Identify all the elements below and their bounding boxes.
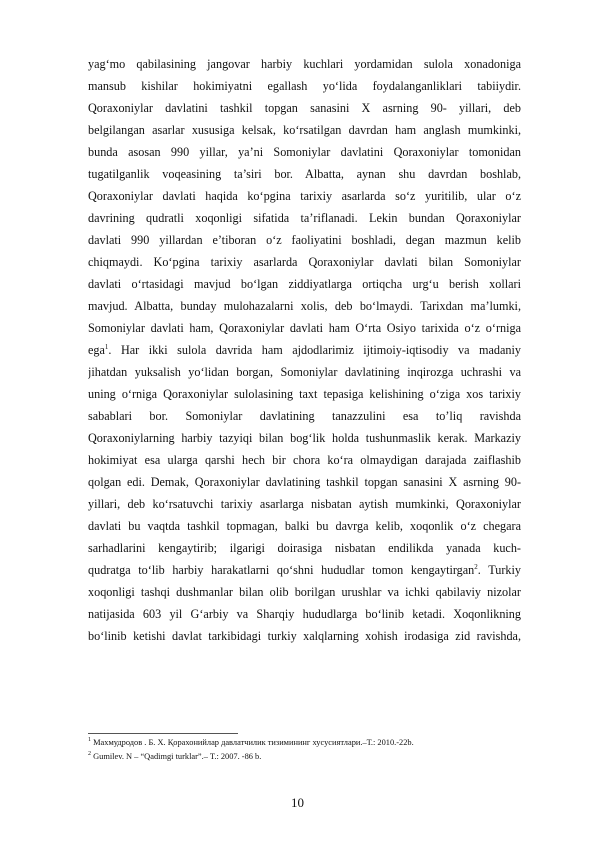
text-segment: . Turkiy xyxy=(477,563,521,577)
text-line: tugatilganlik voqeasining ta’siri bor. Albatta, aynan shu davrdan boshlab, xyxy=(88,167,521,181)
main-paragraph xyxy=(88,53,521,647)
text-line: Somoniylar davlati ham, Qoraxoniylar davlati ham O‘rta Osiyo tarixida o‘z o‘rniga xyxy=(88,321,521,335)
footnote-text: Махмудродов . Б. Х. Қорахонийлар давлатчилик тизимининг хусусиятлари.–Т.: 2010.-22b. xyxy=(91,738,414,747)
text-line: sarhadlarini kengaytirib; ilgarigi doirasiga nisbatan endilikda yanada kuch- xyxy=(88,541,521,555)
footnote-text: Gumilev. N – “Qadimgi turklar”.– T.: 2007. -86 b. xyxy=(91,752,262,761)
footnote-2 xyxy=(88,750,521,764)
text-line: chiqmaydi. Ko‘pgina tarixiy asarlarda Qoraxoniylar davlati bilan Somoniylar xyxy=(88,255,521,269)
text-line-with-footnote-1 xyxy=(88,339,521,361)
text-segment: ega xyxy=(88,343,105,357)
text-line: mavjud. Albatta, bunday mulohazalarni xolis, deb bo‘lmaydi. Tarixdan ma’lumki, xyxy=(88,299,521,313)
text-line: mansub kishilar hokimiyatni egallash yo‘lida foydalanganliklari tabiiydir. xyxy=(88,79,521,93)
text-line: natijasida 603 yil G‘arbiy va Sharqiy hududlarga bo‘linib ketadi. Xoqonlikning xyxy=(88,607,521,621)
text-line: qolgan edi. Demak, Qoraxoniylar davlatining tashkil topgan sanasini X asrning 90- xyxy=(88,475,521,489)
footnote-ref-2[interactable]: 2 xyxy=(474,562,478,571)
text-line: davlati bu vaqtda tashkil topmagan, balki bu davrga kelib, xoqonlik o‘z chegara xyxy=(88,519,521,533)
text-line: bo‘linib ketishi davlat tarkibidagi turkiy xalqlarning xohish irodasiga zid ravishda, xyxy=(88,629,521,643)
text-line: bunda asosan 990 yillar, ya’ni Somoniylar davlatini Qoraxoniylar tomonidan xyxy=(88,145,521,159)
text-line: Qoraxoniylar davlati haqida ko‘pgina tarixiy asarlarda so‘z yuritilib, ular o‘z xyxy=(88,189,521,203)
text-line: belgilangan asarlar xususiga kelsak, ko‘rsatilgan davrdan ham anglash mumkinki, xyxy=(88,123,521,137)
text-line: Qoraxoniylar davlatini tashkil topgan sanasini X asrning 90- yillari, deb xyxy=(88,101,521,115)
text-line: davlati 990 yillardan e’tiboran o‘z faoliyatini boshladi, degan mazmun kelib xyxy=(88,233,521,247)
text-line: yag‘mo qabilasining jangovar harbiy kuchlari yordamidan sulola xonadoniga xyxy=(88,57,521,71)
text-line: uning o‘rniga Qoraxoniylar sulolasining taxt tepasiga kelishining o‘ziga xos tarixiy xyxy=(88,387,521,401)
footnote-separator xyxy=(88,733,238,734)
footnote-number: 1 xyxy=(88,737,91,744)
text-segment: . Har ikki sulola davrida ham ajdodlarimiz ijtimoiy-iqtisodiy va madaniy xyxy=(108,343,521,357)
footnotes xyxy=(88,736,521,764)
text-line: sabablari bor. Somoniylar davlatining tanazzulini esa to’liq ravishda xyxy=(88,409,521,423)
page-number: 10 xyxy=(291,795,304,810)
footnote-number: 2 xyxy=(88,751,91,758)
text-line-with-footnote-2 xyxy=(88,559,521,581)
text-line: xoqonligi tashqi dushmanlar bilan olib borilgan urushlar va ichki qabilaviy nizolar xyxy=(88,585,521,599)
text-line: Qoraxoniylarning harbiy tazyiqi bilan bog‘lik holda tushunmaslik kerak. Markaziy xyxy=(88,431,521,445)
text-segment: qudratga to‘lib harbiy harakatlarni qo‘shni hududlar tomon kengaytirgan xyxy=(88,563,475,577)
footnote-1 xyxy=(88,736,521,750)
footnote-ref-1[interactable]: 1 xyxy=(104,342,109,351)
text-line: davrining qudratli xoqonligi sifatida ta’riflanadi. Lekin bundan Qoraxoniylar xyxy=(88,211,521,225)
text-line: yillari, deb ko‘rsatuvchi tarixiy asarlarga nisbatan aytish mumkinki, Qoraxoniylar xyxy=(88,497,521,511)
text-line: hokimiyat esa ularga qarshi hech bir chora ko‘ra olmaydigan darajada zaiflashib xyxy=(88,453,521,467)
text-line: davlati o‘rtasidagi mavjud bo‘lgan ziddiyatlarga ortiqcha urg‘u berish xollari xyxy=(88,277,521,291)
text-line: jihatdan yuksalish yo‘lidan borgan, Somoniylar davlatining inqirozga uchrashi va xyxy=(88,365,521,379)
